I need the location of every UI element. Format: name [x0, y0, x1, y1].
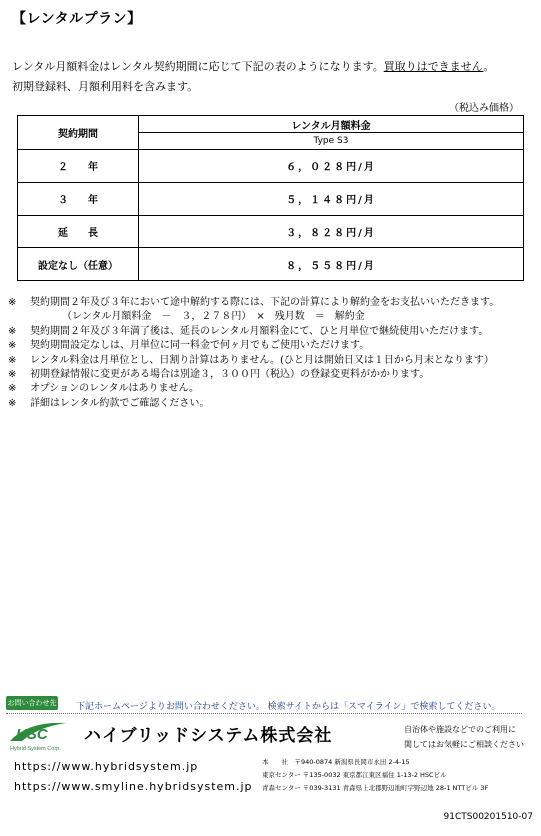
note-item — [8, 339, 499, 353]
logo-subtext: Hybrid System Corp. — [10, 746, 61, 752]
note-mark: ※ — [8, 369, 17, 381]
address-head-office: 本 社 〒940-0874 新潟県長岡市永田 2-4-15 — [262, 758, 410, 766]
table-row — [18, 150, 524, 183]
contact-message: 下記ホームページよりお問い合わせください。 検索サイトからは「スマイライン」で検索してください。 — [76, 702, 501, 712]
note-item — [8, 382, 499, 396]
table-row — [18, 215, 524, 248]
period-cell: ３ 年 — [18, 182, 139, 215]
note-item — [8, 397, 499, 411]
note-mark: ※ — [8, 354, 17, 366]
company-name: ハイブリッドシステム株式会社 — [84, 726, 333, 746]
contact-label: お問い合わせ先 — [6, 696, 58, 710]
no-purchase-note: 買取りはできません — [383, 60, 484, 73]
note-text: 契約期間設定なしは、月単位に同一料金で何ヶ月でもご使用いただけます。 — [30, 340, 370, 352]
note-item — [8, 325, 499, 339]
footer-divider — [6, 713, 522, 715]
rental-price-table — [17, 115, 524, 281]
period-cell: ２ 年 — [18, 150, 139, 183]
note-item — [8, 354, 499, 368]
price-cell: ５，１４８円/月 — [139, 182, 524, 215]
notes-list — [8, 296, 499, 411]
smyline-url[interactable]: https://www.smyline.hybridsystem.jp — [14, 780, 253, 793]
table-row — [18, 248, 524, 281]
footer-side-note-1: 自治体や施設などでのご利用に — [404, 725, 516, 734]
note-text: 契約期間２年及び３年において途中解約する際には、下記の計算により解約金をお支払いいただきます。 — [30, 297, 500, 308]
period-cell: 設定なし（任意） — [18, 248, 139, 281]
table-row — [18, 182, 524, 215]
hsc-logo-icon — [8, 717, 70, 753]
note-mark: ※ — [8, 383, 17, 395]
note-text: オプションのレンタルはありません。 — [30, 383, 200, 395]
tax-note: （税込み価格） — [449, 103, 519, 114]
intro-period: 。 — [483, 60, 495, 73]
intro-text: レンタル月額料金はレンタル契約期間に応じて下記の表のようになります。 — [12, 60, 384, 73]
footer-side-note-2: 関してはお気軽にご相談ください — [404, 740, 524, 749]
intro-line-2: 初期登録料、月額利用料を含みます。 — [12, 80, 199, 93]
hsc-logo — [8, 717, 70, 753]
note-item — [8, 296, 499, 310]
period-cell: 延 長 — [18, 215, 139, 248]
price-cell: ８，５５８円/月 — [139, 248, 524, 281]
header-fee: レンタル月額料金 — [139, 116, 524, 133]
address-aomori: 青森センター 〒039-3131 青森県上北郡野辺地町字野辺地 28-1 NTTビル 3F — [262, 784, 489, 792]
note-text: 初期登録情報に変更がある場合は別途３，３００円（税込）の登録変更料がかかります。 — [30, 369, 430, 381]
address-tokyo: 東京センター 〒135-0032 東京都江東区福住 1-13-2 HSCビル — [262, 771, 447, 779]
header-period: 契約期間 — [18, 116, 139, 150]
note-mark: ※ — [8, 340, 17, 352]
note-item — [8, 368, 499, 382]
price-cell: ３，８２８円/月 — [139, 215, 524, 248]
note-text: 契約期間２年及び３年満了後は、延長のレンタル月額料金にて、ひと月単位で継続使用いただけます。 — [30, 325, 489, 337]
price-cell: ６，０２８円/月 — [139, 150, 524, 183]
intro-line-1 — [12, 60, 494, 74]
note-mark: ※ — [8, 325, 17, 337]
note-mark: ※ — [8, 397, 17, 409]
page-title: 【レンタルプラン】 — [12, 11, 142, 27]
logo-text: HSC — [16, 726, 48, 743]
company-url[interactable]: https://www.hybridsystem.jp — [14, 760, 199, 773]
header-type: Type S3 — [139, 133, 524, 150]
note-text: 詳細はレンタル約款でご確認ください。 — [30, 397, 210, 409]
note-mark: ※ — [8, 297, 17, 308]
table-header-row — [18, 116, 524, 133]
note-formula: （レンタル月額料金 － ３，２７８円） × 残月数 ＝ 解約金 — [62, 311, 365, 323]
note-text: レンタル料金は月単位とし、日割り計算はありません。(ひと月は開始日又は１日から月末となります） — [30, 354, 494, 366]
document-id: 91CTS00201510-07 — [443, 812, 533, 822]
